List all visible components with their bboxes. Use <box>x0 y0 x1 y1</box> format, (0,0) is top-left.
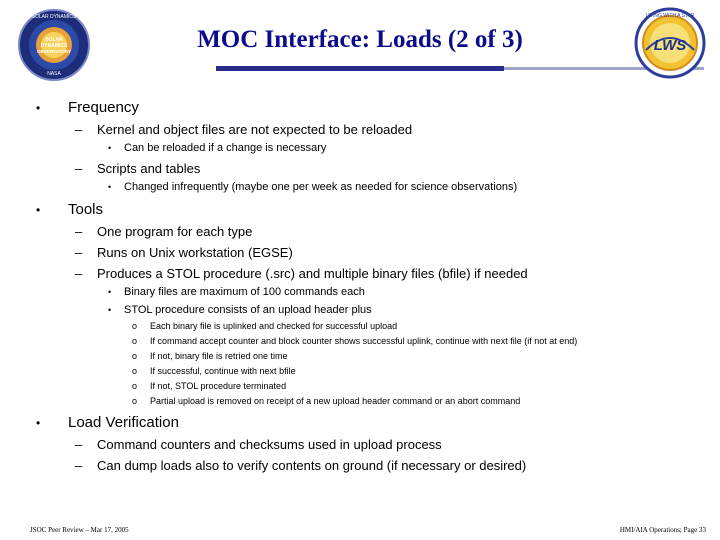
lws-logo-ring-text: LIVING WITH A STAR <box>645 13 695 19</box>
dash-marker: – <box>75 437 83 452</box>
page-title: MOC Interface: Loads (2 of 3) <box>197 26 523 53</box>
sub-bullet-text: One program for each type <box>97 224 253 239</box>
sub-bullet-text: Produces a STOL procedure (.src) and multiple binary files (bfile) if needed <box>97 266 528 281</box>
bullet-marker: • <box>108 182 112 192</box>
sub-sub-bullet-text: Can be reloaded if a change is necessary <box>124 142 327 154</box>
level4-bullet-text: If command accept counter and block counter shows successful uplink, continue with next file (if not at end) <box>150 336 578 346</box>
dash-marker: – <box>75 245 83 260</box>
dash-marker: – <box>75 122 83 137</box>
footer-left: JSOC Peer Review – Mar 17, 2005 <box>30 526 129 534</box>
bullet-marker: o <box>132 351 138 361</box>
lws-logo-text: LWS <box>653 37 687 54</box>
level4-bullet-text: Partial upload is removed on receipt of a new upload header command or an abort command <box>150 396 521 406</box>
bullet-tools: Tools <box>68 201 104 218</box>
sub-bullet-text: Command counters and checksums used in upload process <box>97 437 442 452</box>
bullet-marker: o <box>132 366 138 376</box>
bullet-marker: o <box>132 396 138 406</box>
bullet-marker: • <box>36 416 41 430</box>
dash-marker: – <box>75 161 83 176</box>
sdo-logo-icon <box>14 8 94 82</box>
sdo-logo-text-1: SOLAR <box>45 37 63 43</box>
sdo-logo-text-2: DYNAMICS <box>40 43 68 49</box>
dash-marker: – <box>75 224 83 239</box>
title-underline <box>216 66 504 71</box>
sub-bullet-text: Scripts and tables <box>97 161 201 176</box>
dash-marker: – <box>75 458 83 473</box>
level4-bullet-text: Each binary file is uplinked and checked for successful upload <box>150 321 398 331</box>
footer-right: HMI/AIA Operations; Page 33 <box>619 526 706 534</box>
sub-bullet-text: Kernel and object files are not expected to be reloaded <box>97 122 413 137</box>
sub-sub-bullet-text: STOL procedure consists of an upload header plus <box>124 304 372 316</box>
bullet-load-verification: Load Verification <box>68 414 179 431</box>
bullet-marker: • <box>36 101 41 115</box>
level4-bullet-text: If not, binary file is retried one time <box>150 351 288 361</box>
bullet-marker: o <box>132 321 138 331</box>
sub-sub-bullet-text: Binary files are maximum of 100 commands each <box>124 286 365 298</box>
sdo-logo-text-3: OBSERVATORY <box>37 49 71 54</box>
sdo-logo-ring-text: SOLAR DYNAMICS <box>31 14 77 20</box>
sub-sub-bullet-text: Changed infrequently (maybe one per week as needed for science observations) <box>124 181 518 193</box>
bullet-marker: o <box>132 381 138 391</box>
level4-bullet-text: If successful, continue with next bfile <box>150 366 296 376</box>
lws-logo-icon <box>628 6 712 80</box>
sub-bullet-text: Can dump loads also to verify contents on ground (if necessary or desired) <box>97 458 527 473</box>
dash-marker: – <box>75 266 83 281</box>
bullet-marker: • <box>108 143 112 153</box>
bullet-marker: • <box>108 287 112 297</box>
bullet-marker: • <box>36 203 41 217</box>
bullet-marker: • <box>108 305 112 315</box>
bullet-marker: o <box>132 336 138 346</box>
sdo-logo-nasa-text: NASA <box>47 71 61 77</box>
sub-bullet-text: Runs on Unix workstation (EGSE) <box>97 245 293 260</box>
bullet-frequency: Frequency <box>68 99 139 116</box>
level4-bullet-text: If not, STOL procedure terminated <box>150 381 287 391</box>
